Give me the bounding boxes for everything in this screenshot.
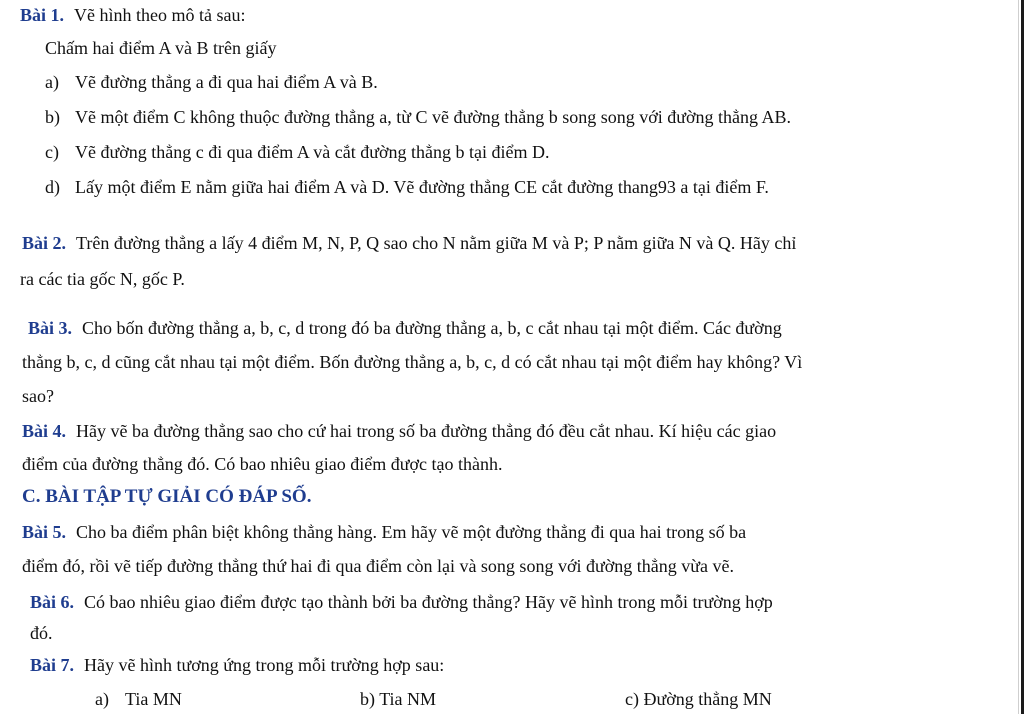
b2-line1 [22, 232, 796, 254]
b6-text1: Có bao nhiêu giao điểm được tạo thành bởi ba đường thẳng? Hãy vẽ hình trong mỗi trường hợp [84, 592, 773, 612]
b3-text3: sao? [22, 386, 54, 406]
b5-line2 [22, 555, 734, 577]
b3-text2: thẳng b, c, d cũng cắt nhau tại một điểm. Bốn đường thẳng a, b, c, d có cắt nhau tại một điểm hay không? Vì [22, 352, 803, 372]
b7-option-c-marker: c) [625, 689, 639, 709]
b7-option-b [360, 688, 436, 710]
b2-text1: Trên đường thẳng a lấy 4 điểm M, N, P, Q sao cho N nằm giữa M và P; P nằm giữa N và Q. Hãy chỉ [76, 233, 797, 253]
b5-line1 [22, 521, 746, 543]
b7-option-b-marker: b) [360, 689, 375, 709]
b1-item-d-marker: d) [45, 177, 60, 197]
b1-item-b-marker: b) [45, 107, 60, 127]
b7-option-a-text: Tia MN [125, 689, 182, 709]
b1-title: Vẽ hình theo mô tả sau: [74, 5, 246, 25]
b3-text1: Cho bốn đường thẳng a, b, c, d trong đó ba đường thẳng a, b, c cắt nhau tại một điểm. Các đường [82, 318, 782, 338]
b4-text2: điểm của đường thẳng đó. Có bao nhiêu giao điểm được tạo thành. [22, 454, 503, 474]
b1-label: Bài 1. [20, 5, 65, 25]
b2-text2: ra các tia gốc N, gốc P. [20, 269, 185, 289]
b7-line1 [30, 654, 444, 676]
b3-line2 [22, 351, 802, 373]
b4-label: Bài 4. [22, 421, 67, 441]
b5-label: Bài 5. [22, 522, 67, 542]
b1-intro-text: Chấm hai điểm A và B trên giấy [45, 38, 277, 58]
b4-line1 [22, 420, 776, 442]
b1-item-c [45, 141, 549, 163]
b6-line1 [30, 591, 773, 613]
b1-intro [45, 37, 276, 59]
b1-item-c-marker: c) [45, 142, 59, 162]
b1-item-b-text: Vẽ một điểm C không thuộc đường thẳng a, từ C vẽ đường thẳng b song song với đường thẳng AB. [75, 107, 792, 127]
page-edge-shadow [1018, 0, 1019, 714]
b7-option-c [625, 688, 772, 710]
b1-title-line [20, 4, 245, 26]
b2-label: Bài 2. [22, 233, 67, 253]
b7-option-c-text: Đường thẳng MN [643, 689, 772, 709]
b1-item-d-text: Lấy một điểm E nằm giữa hai điểm A và D. Vẽ đường thẳng CE cắt đường thang93 a tại điểm F. [75, 177, 769, 197]
b6-label: Bài 6. [30, 592, 75, 612]
b5-text1: Cho ba điểm phân biệt không thẳng hàng. Em hãy vẽ một đường thẳng đi qua hai trong số ba [76, 522, 747, 542]
b7-option-b-text: Tia NM [379, 689, 437, 709]
b6-line2 [30, 622, 53, 644]
b1-item-d [45, 176, 769, 198]
b4-text1: Hãy vẽ ba đường thẳng sao cho cứ hai trong số ba đường thẳng đó đều cắt nhau. Kí hiệu các giao [76, 421, 777, 441]
b3-label: Bài 3. [28, 318, 73, 338]
section-c-heading: C. BÀI TẬP TỰ GIẢI CÓ ĐÁP SỐ. [22, 486, 312, 507]
b7-label: Bài 7. [30, 655, 75, 675]
b1-item-a-text: Vẽ đường thẳng a đi qua hai điểm A và B. [75, 72, 378, 92]
b1-item-b [45, 106, 791, 128]
b7-option-a-marker: a) [95, 689, 109, 709]
b2-line2 [20, 268, 185, 290]
b4-line2 [22, 453, 502, 475]
b7-title: Hãy vẽ hình tương ứng trong mỗi trường hợp sau: [84, 655, 445, 675]
b1-item-a [45, 71, 378, 93]
b3-line3 [22, 385, 54, 407]
b7-option-a [95, 688, 182, 710]
b6-text2: đó. [30, 623, 53, 643]
b1-item-c-text: Vẽ đường thẳng c đi qua điểm A và cắt đường thẳng b tại điểm D. [75, 142, 550, 162]
b1-item-a-marker: a) [45, 72, 59, 92]
b5-text2: điểm đó, rồi vẽ tiếp đường thẳng thứ hai đi qua điểm còn lại và song song với đường thẳng vừa vẽ. [22, 556, 734, 576]
b3-line1 [28, 317, 782, 339]
